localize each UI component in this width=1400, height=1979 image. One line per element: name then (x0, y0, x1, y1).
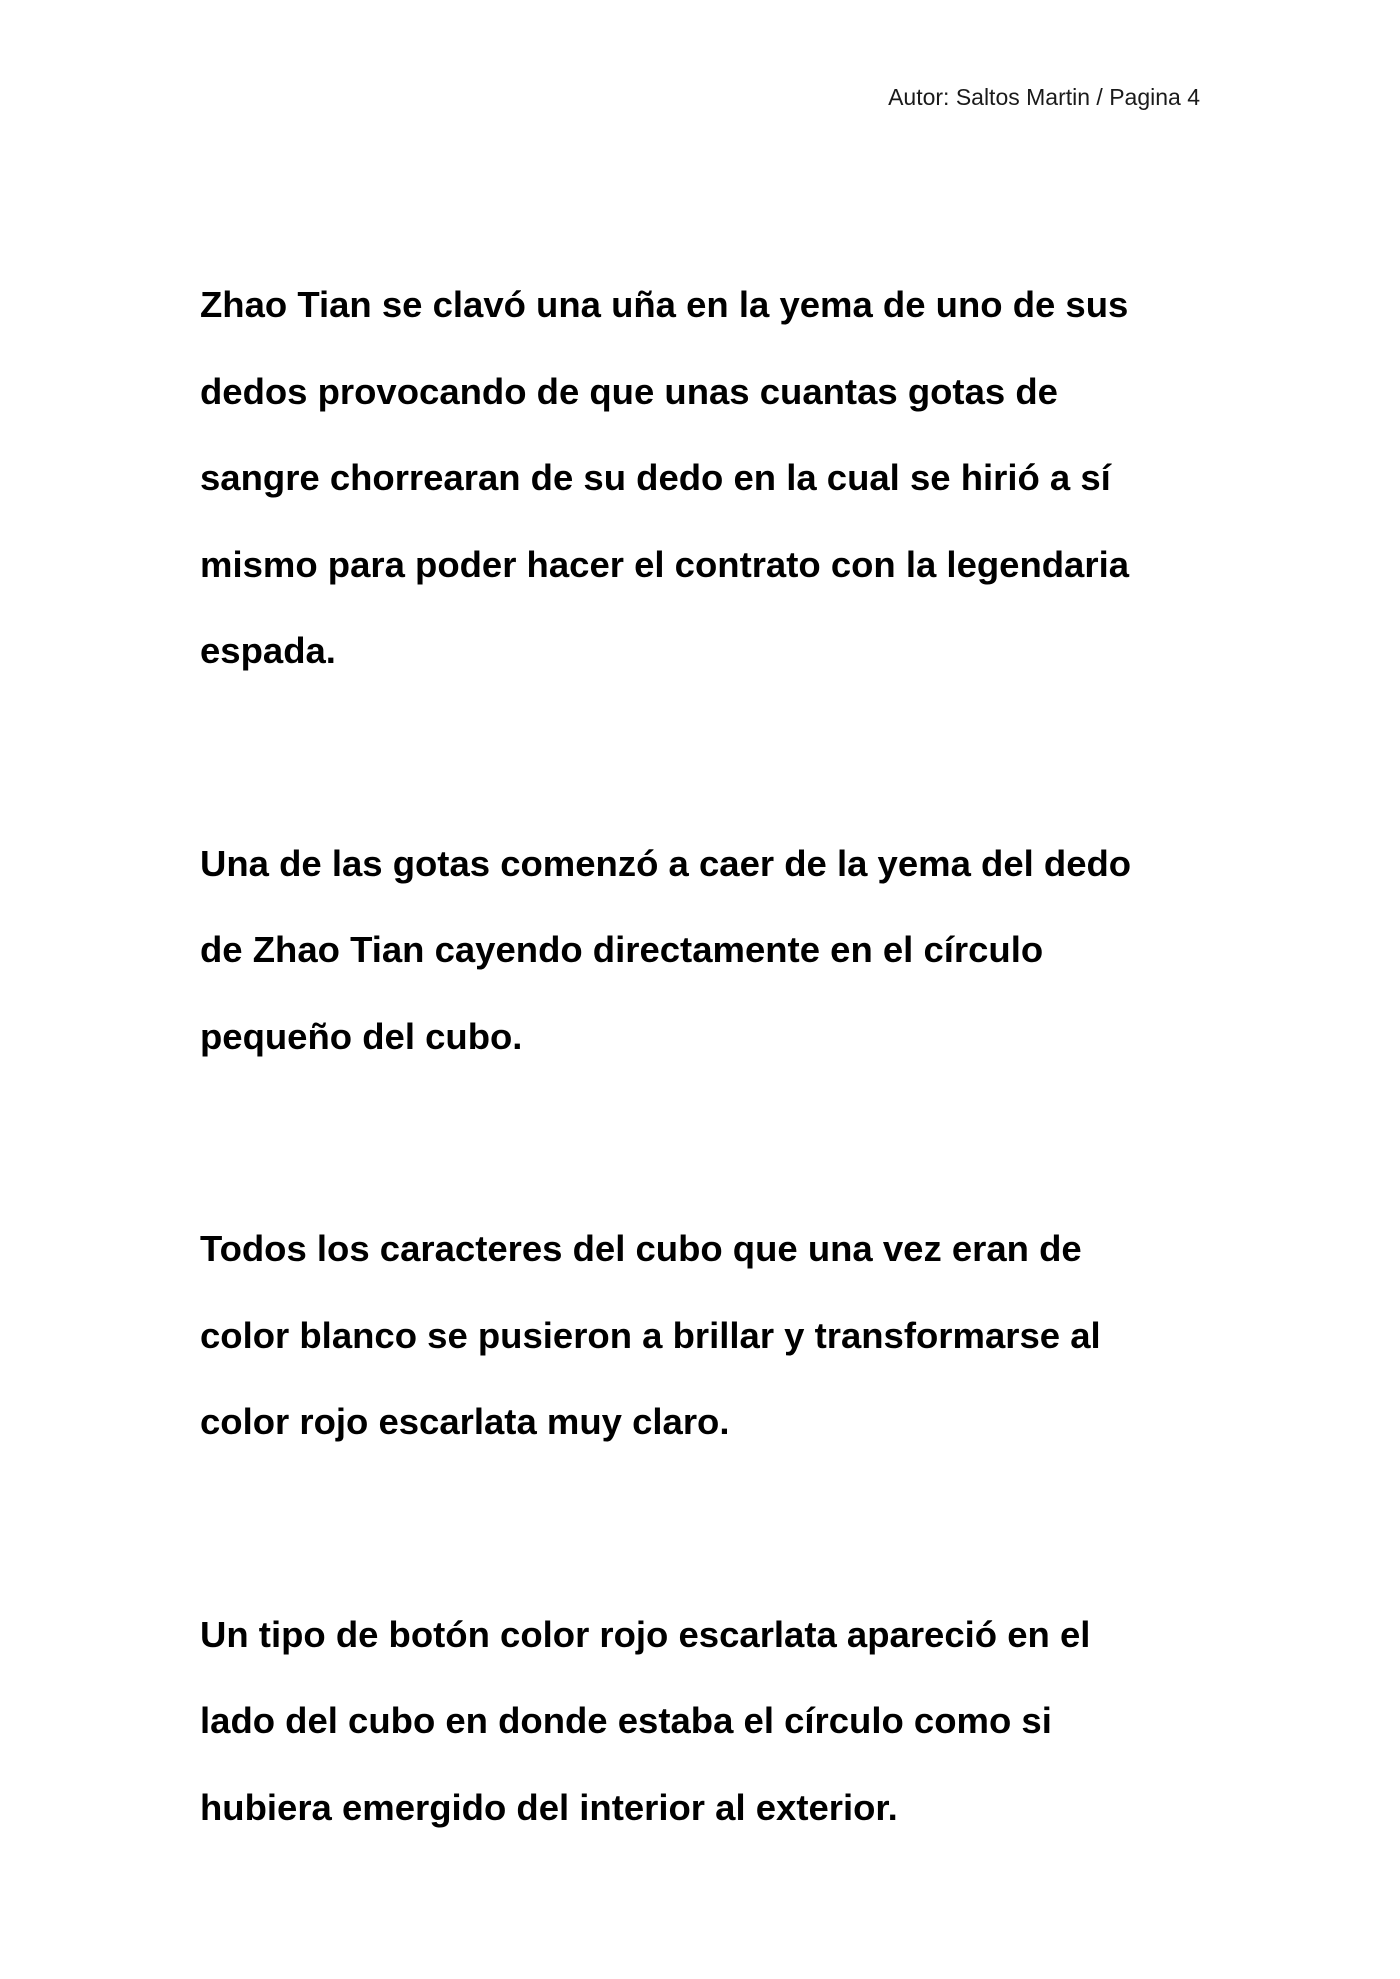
text-line: lado del cubo en donde estaba el círculo como si (200, 1700, 1052, 1741)
text-line: Todos los caracteres del cubo que una vez eran de (200, 1228, 1082, 1269)
text-line: de Zhao Tian cayendo directamente en el círculo (200, 929, 1044, 970)
text-line: color rojo escarlata muy claro. (200, 1401, 730, 1442)
text-line: mismo para poder hacer el contrato con la legendaria (200, 543, 1130, 585)
body-text (200, 262, 1210, 1851)
paragraph-1 (200, 262, 1210, 695)
paragraph-3 (200, 1206, 1210, 1466)
text-line: espada. (200, 630, 336, 671)
page-header: Autor: Saltos Martin / Pagina 4 (888, 84, 1200, 110)
text-line: pequeño del cubo. (200, 1015, 523, 1057)
text-line: sangre chorrearan de su dedo en la cual se hirió a sí (200, 457, 1111, 498)
text-line: color blanco se pusieron a brillar y transformarse al (200, 1314, 1101, 1356)
paragraph-4 (200, 1592, 1210, 1852)
text-line: Zhao Tian se clavó una uña en la yema de uno de sus (200, 284, 1129, 325)
text-line: hubiera emergido del interior al exterior. (200, 1786, 898, 1828)
text-line: dedos provocando de que unas cuantas gotas de (200, 370, 1058, 412)
text-line: Un tipo de botón color rojo escarlata apareció en el (200, 1613, 1091, 1655)
paragraph-2 (200, 821, 1210, 1081)
text-line: Una de las gotas comenzó a caer de la yema del dedo (200, 842, 1132, 884)
